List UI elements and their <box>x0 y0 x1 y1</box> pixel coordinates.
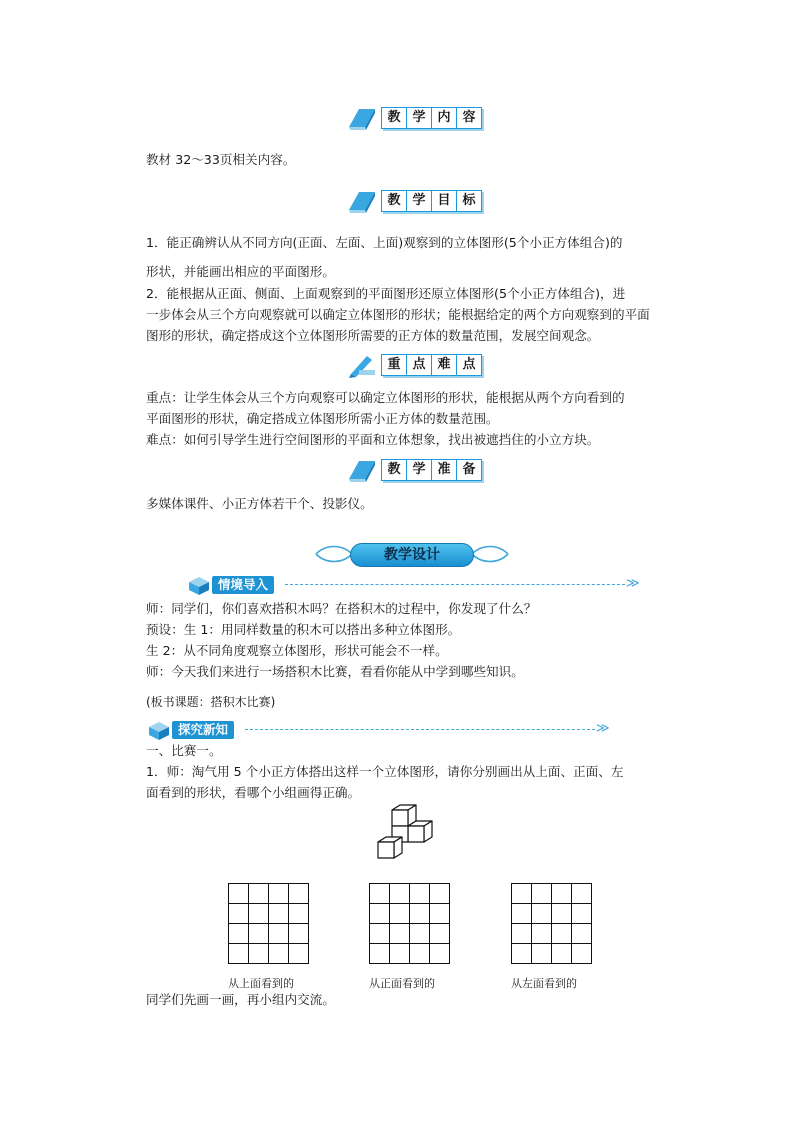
grid-caption: 从左面看到的 <box>511 977 577 990</box>
section-header-content <box>345 103 482 133</box>
subsection-header-intro <box>186 574 274 596</box>
double-arrow-icon: ≫ <box>626 576 637 591</box>
banner-label: 教学设计 <box>350 543 474 567</box>
goals-line: 形状，并能画出相应的平面图形。 <box>146 264 335 279</box>
section-title-content: 教 学 内 容 <box>381 107 482 129</box>
intro-line: 生 2：从不同角度观察立体图形，形状可能会不一样。 <box>146 643 448 658</box>
explore-line: 一、比赛一。 <box>146 743 222 758</box>
grid-front-view[interactable] <box>369 883 451 965</box>
cube-stack-figure <box>372 804 444 868</box>
subsection-header-explore <box>146 719 234 741</box>
subsection-label: 探究新知 <box>172 721 234 739</box>
section-header-key-points <box>345 350 482 380</box>
grid-caption: 从正面看到的 <box>369 977 435 990</box>
book-icon <box>345 457 379 483</box>
section-header-prep <box>345 455 482 485</box>
goals-line: 图形的形状，确定搭成这个立体图形所需要的正方体的数量范围，发展空间观念。 <box>146 328 600 343</box>
section-title-goals: 教 学 目 标 <box>381 190 482 212</box>
section-header-goals <box>345 186 482 216</box>
design-banner <box>312 541 512 567</box>
intro-line: 预设：生 1：用同样数量的积木可以搭出多种立体图形。 <box>146 622 461 637</box>
cube-icon <box>186 574 212 596</box>
key-points-line: 重点：让学生体会从三个方向观察可以确定立体图形的形状，能根据从两个方向看到的 <box>146 390 625 405</box>
intro-line: 师：今天我们来进行一场搭积木比赛，看看你能从中学到哪些知识。 <box>146 664 524 679</box>
content-text: 教材 32～33页相关内容。 <box>146 152 296 167</box>
pen-icon <box>345 352 379 378</box>
book-icon <box>345 105 379 131</box>
explore-line: 1．师：淘气用 5 个小正方体搭出这样一个立体图形，请你分别画出从上面、正面、左 <box>146 764 624 779</box>
section-title-key-points: 重 点 难 点 <box>381 354 482 376</box>
key-points-line: 难点：如何引导学生进行空间图形的平面和立体想象，找出被遮挡住的小立方块。 <box>146 432 600 447</box>
divider <box>245 729 595 730</box>
board-note: (板书课题：搭积木比赛) <box>146 695 276 709</box>
explore-line: 面看到的形状，看哪个小组画得正确。 <box>146 785 361 800</box>
double-arrow-icon: ≫ <box>596 721 607 736</box>
grid-caption: 从上面看到的 <box>228 977 294 990</box>
goals-line: 2．能根据从正面、侧面、上面观察到的平面图形还原立体图形(5个小正方体组合)，进 <box>146 286 626 301</box>
intro-line: 师：同学们，你们喜欢搭积木吗？在搭积木的过程中，你发现了什么？ <box>146 601 537 616</box>
prep-text: 多媒体课件、小正方体若干个、投影仪。 <box>146 496 373 511</box>
divider <box>285 584 625 585</box>
grid-left-view[interactable] <box>511 883 593 965</box>
section-title-prep: 教 学 准 备 <box>381 459 482 481</box>
cube-icon <box>146 719 172 741</box>
grid-top-view[interactable] <box>228 883 310 965</box>
key-points-line: 平面图形的形状，确定搭成立体图形所需小正方体的数量范围。 <box>146 411 499 426</box>
explore-after: 同学们先画一画，再小组内交流。 <box>146 992 335 1007</box>
book-icon <box>345 188 379 214</box>
goals-line: 一步体会从三个方向观察就可以确定立体图形的形状；能根据给定的两个方向观察到的平面 <box>146 307 650 322</box>
subsection-label: 情境导入 <box>212 576 274 594</box>
goals-line: 1．能正确辨认从不同方向(正面、左面、上面)观察到的立体图形(5个小正方体组合)的 <box>146 235 623 250</box>
